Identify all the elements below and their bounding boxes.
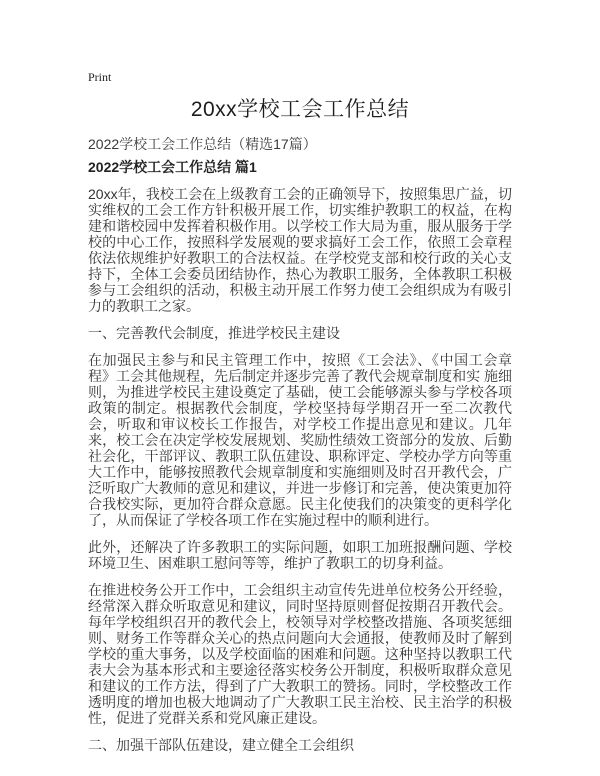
paragraph: 在推进校务公开工作中，工会组织主动宣传先进单位校务公开经验，经常深入群众听取意见和建议，同时坚持原则督促按期召开教代会。每年学校组织召开的教代会上，校领导对学校整改措施、各项奖惩细则、财务工作等群众关心的热点问题向大会通报，使教师及时了解到学校的重大事务，以及学校面临的困难和问题。这种坚持以教职工代表大会为基本形式和主要途径落实校务公开制度，积极听取群众意见和建议的工作方法，得到了广大教职工的赞扬。同时，学校整改工作透明度的增加也极大地调动了广大教职工民主治校、民主治学的积极性，促进了党群关系和党风廉正建设。 <box>88 582 512 726</box>
document-title: 20xx学校工会工作总结 <box>190 98 410 121</box>
document-subtitle: 2022学校工会工作总结（精选17篇） <box>88 136 317 152</box>
section-heading: 一、完善教代会制度，推进学校民主建设 <box>88 325 340 341</box>
paragraph: 此外，还解决了许多教职工的实际问题，如职工加班报酬问题、学校环境卫生、困难职工慰问等等，维护了教职工的切身利益。 <box>88 539 512 571</box>
document-body <box>88 186 512 753</box>
document-content <box>88 96 512 764</box>
paragraph: 20xx年，我校工会在上级教育工会的正确领导下，按照集思广益，切实维权的工会工作方针积极开展工作，切实维护教职工的权益，在构建和谐校园中发挥着积极作用。以学校工作大局为重，服从服务于学校的中心工作，按照科学发展观的要求搞好工会工作，依照工会章程依法依规维护好教职工的合法权益。在学校党支部和校行政的关心支持下，全体工会委员团结协作，热心为教职工服务，全体教职工积极参与工会组织的活动，积极主动开展工作努力使工会组织成为有吸引力的教职工之家。 <box>88 186 512 314</box>
paragraph: 在加强民主参与和民主管理工作中，按照《工会法》、《中国工会章程》工会其他规程，先后制定并逐步完善了教代会规章制度和实 施细则，为推进学校民主建设奠定了基础，使工会能够源头参与学校各项政策的制定。根据教代会制度，学校坚持每学期召开一至二次教代会，听取和审议校长工作报告，对学校工作提出意见和建议。几年来，校工会在决定学校发展规划、奖励性绩效工资部分的发放、后勤社会化，干部评议、教职工队伍建设、职称评定、学校办学方向等重大工作中，能够按照教代会规章制度和实施细则及时召开教代会，广泛听取广大教师的意见和建议，并进一步修订和完善，使决策更加符合我校实际，更加符合群众意愿。民主化使我们的决策变的更科学化了，从而保证了学校各项工作在实施过程中的顺利进行。 <box>88 352 512 528</box>
print-button[interactable]: Print <box>88 70 112 84</box>
section-heading: 二、加强干部队伍建设，建立健全工会组织 <box>88 737 354 753</box>
section1-heading: 2022学校工会工作总结 篇1 <box>88 159 257 175</box>
